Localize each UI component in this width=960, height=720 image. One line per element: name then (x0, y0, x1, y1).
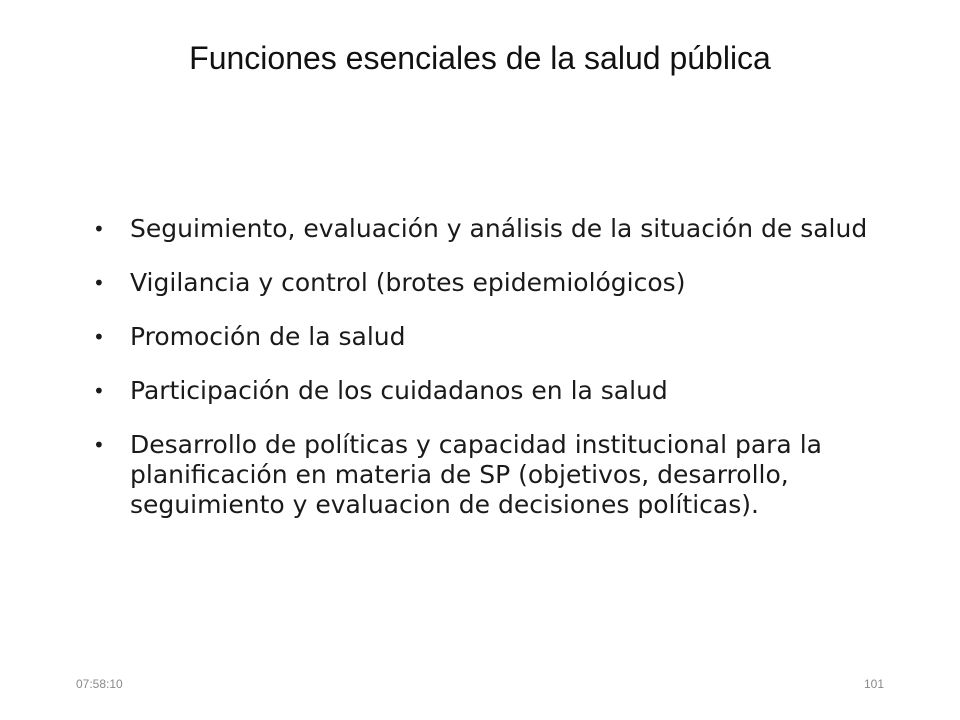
bullet-text: Promoción de la salud (130, 322, 406, 351)
slide-title: Funciones esenciales de la salud pública (189, 40, 771, 76)
bullet-text: Participación de los cuidadanos en la salud (130, 376, 668, 405)
bullet-dot-icon: • (93, 433, 105, 457)
bullet-item (90, 214, 920, 244)
bullet-text: Vigilancia y control (brotes epidemiológicos) (130, 268, 686, 297)
bullet-item (90, 376, 920, 406)
bullet-item (90, 268, 920, 298)
bullet-dot-icon: • (93, 271, 105, 295)
bullet-list (90, 214, 920, 520)
bullet-dot-icon: • (93, 379, 105, 403)
bullet-dot-icon: • (93, 217, 105, 241)
bullet-dot-icon: • (93, 325, 105, 349)
bullet-item (90, 430, 920, 520)
footer-time: 07:58:10 (76, 677, 123, 691)
bullet-item (90, 322, 920, 352)
footer-page-number: 101 (863, 677, 884, 691)
bullet-text: Desarrollo de políticas y capacidad institucional para la planificación en materia de SP (objetivos, desarrollo, seguimiento y evaluacion de decisiones políticas). (130, 430, 822, 519)
bullet-text: Seguimiento, evaluación y análisis de la situación de salud (130, 214, 868, 243)
